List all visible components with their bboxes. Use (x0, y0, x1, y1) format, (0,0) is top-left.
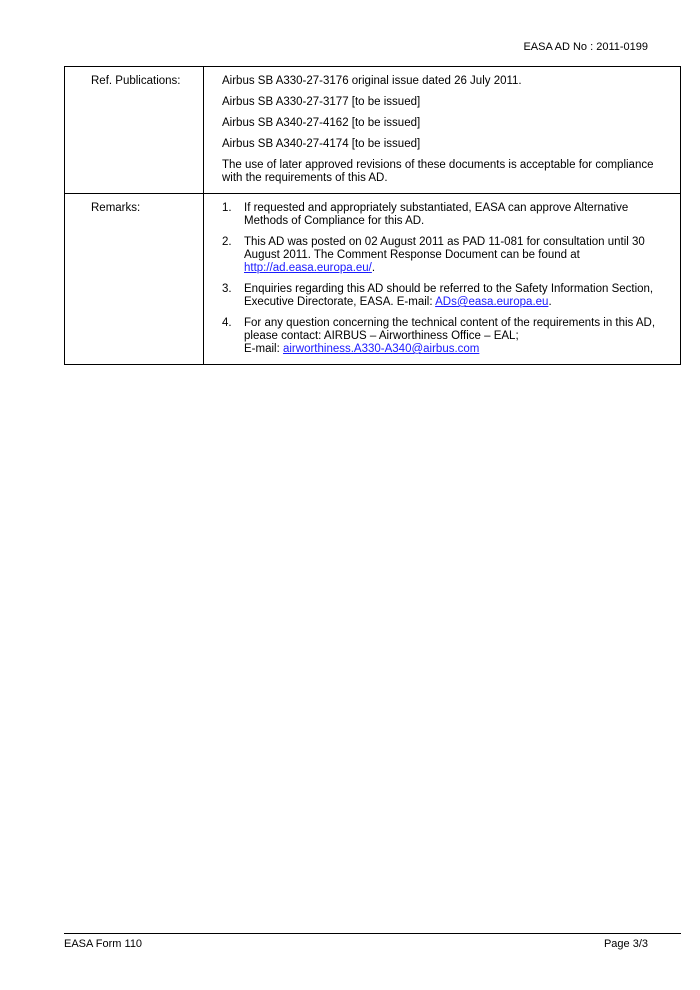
footer-form: EASA Form 110 (64, 938, 143, 950)
publication-item: Airbus SB A340-27-4174 [to be issued] (222, 138, 421, 150)
remark-number: 2. (222, 236, 232, 248)
remark-body (244, 236, 670, 275)
remark-text: For any question concerning the technical content of the requirements in this AD, please contact: AIRBUS – Airworthiness Office – EAL; (244, 317, 656, 342)
publication-item: Airbus SB A330-27-3176 original issue dated 26 July 2011. (222, 75, 522, 87)
publication-note: The use of later approved revisions of these documents is acceptable for compliance with the requirements of this AD. (222, 159, 654, 184)
remarks-row (65, 194, 681, 365)
footer-divider (64, 933, 681, 934)
publication-item: Airbus SB A330-27-3177 [to be issued] (222, 96, 421, 108)
ref-publications-label: Ref. Publications: (65, 67, 204, 194)
remark-item (222, 236, 670, 275)
remark-number: 1. (222, 202, 232, 214)
ref-publications-content (204, 67, 681, 194)
footer-page: Page 3/3 (603, 938, 648, 950)
remark-body (244, 283, 670, 309)
crd-link[interactable]: http://ad.easa.europa.eu/ (244, 262, 372, 274)
ref-publications-row (65, 67, 681, 194)
publication-item: Airbus SB A340-27-4162 [to be issued] (222, 117, 421, 129)
easa-email-link[interactable]: ADs@easa.europa.eu (435, 296, 549, 308)
remarks-content (204, 194, 681, 365)
remark-text-after: . (371, 262, 376, 274)
remark-text-email-label: E-mail: (244, 343, 283, 355)
remark-item (222, 283, 670, 309)
remark-text: Enquiries regarding this AD should be referred to the Safety Information Section, Executive Directorate, EASA. E-mail: (244, 283, 654, 308)
remark-number: 4. (222, 317, 232, 329)
airbus-email-link[interactable]: airworthiness.A330-A340@airbus.com (282, 343, 480, 355)
ad-number: EASA AD No : 2011-0199 (523, 41, 648, 53)
remark-text: If requested and appropriately substantiated, EASA can approve Alternative Methods of Compliance for this AD. (244, 202, 629, 227)
remark-number: 3. (222, 283, 232, 295)
remark-item (222, 317, 670, 356)
remark-text: This AD was posted on 02 August 2011 as PAD 11-081 for consultation until 30 August 2011. The Comment Response Document can be found at (244, 236, 645, 261)
remark-item (222, 202, 670, 228)
ad-details-table (64, 66, 681, 365)
remarks-label: Remarks: (65, 194, 204, 365)
remark-text-after: . (548, 296, 552, 308)
remark-body (244, 317, 670, 356)
